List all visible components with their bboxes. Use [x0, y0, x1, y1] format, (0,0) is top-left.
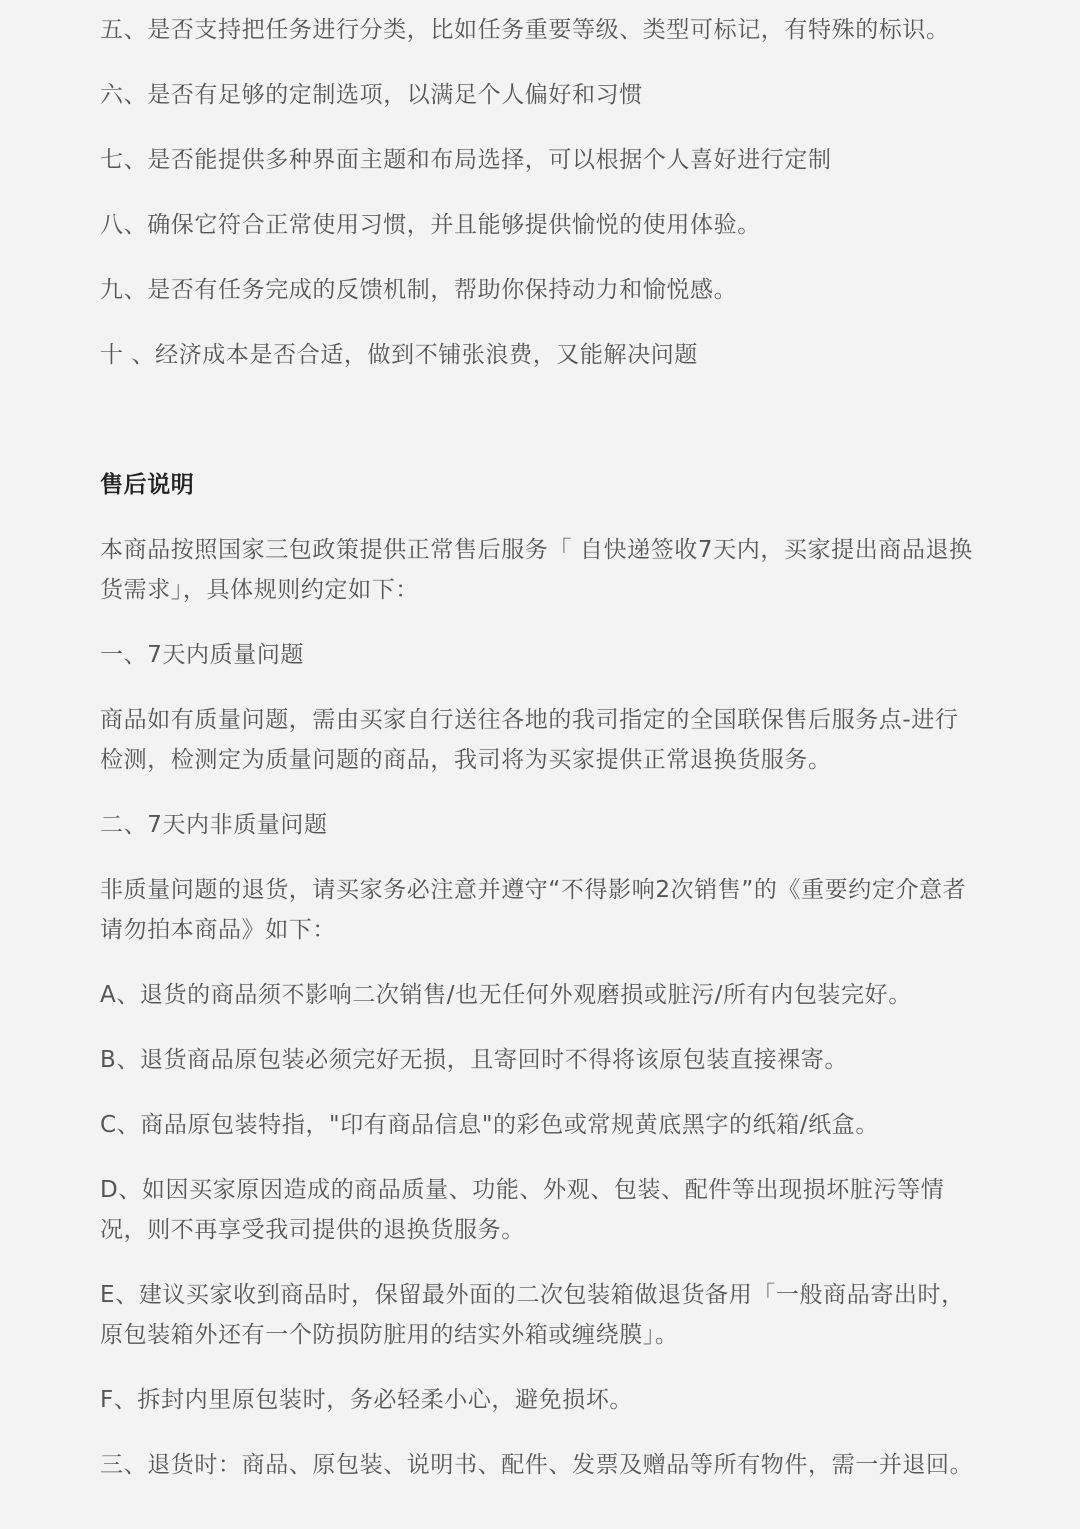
- rule-b: B、退货商品原包装必须完好无损，且寄回时不得将该原包装直接裸寄。: [100, 1047, 848, 1073]
- section-2-body: 非质量问题的退货，请买家务必注意并遵守“不得影响2次销售”的《重要约定介意者请勿拍本商品》如下：: [100, 877, 967, 943]
- section-1-heading: 一、7天内质量问题: [100, 642, 305, 668]
- section-2-heading: 二、7天内非质量问题: [100, 812, 328, 838]
- criterion-5: 五、是否支持把任务进行分类，比如任务重要等级、类型可标记，有特殊的标识。: [100, 17, 950, 43]
- rule-c: C、商品原包装特指，"印有商品信息"的彩色或常规黄底黑字的纸箱/纸盒。: [100, 1112, 879, 1138]
- rule-f: F、拆封内里原包装时，务必轻柔小心，避免损坏。: [100, 1387, 634, 1413]
- criterion-7: 七、是否能提供多种界面主题和布局选择，可以根据个人喜好进行定制: [100, 147, 832, 173]
- rule-a: A、退货的商品须不影响二次销售/也无任何外观磨损或脏污/所有内包装完好。: [100, 982, 912, 1008]
- section-3: 三、退货时：商品、原包装、说明书、配件、发票及赠品等所有物件，需一并退回。: [100, 1452, 974, 1478]
- after-sales-title: 售后说明: [100, 472, 195, 498]
- rule-e: E、建议买家收到商品时，保留最外面的二次包装箱做退货备用「一般商品寄出时，原包装箱外还有一个防损防脏用的结实外箱或缠绕膜」。: [100, 1282, 965, 1348]
- criterion-10: 十 、经济成本是否合适，做到不铺张浪费，又能解决问题: [100, 342, 698, 368]
- section-1-body: 商品如有质量问题，需由买家自行送往各地的我司指定的全国联保售后服务点-进行检测，检测定为质量问题的商品，我司将为买家提供正常退换货服务。: [100, 707, 959, 773]
- rule-d: D、如因买家原因造成的商品质量、功能、外观、包装、配件等出现损坏脏污等情况，则不再享受我司提供的退换货服务。: [100, 1177, 945, 1243]
- criterion-6: 六、是否有足够的定制选项，以满足个人偏好和习惯: [100, 82, 643, 108]
- after-sales-intro: 本商品按照国家三包政策提供正常售后服务「 自快递签收7天内，买家提出商品退换货需求」，具体规则约定如下：: [100, 537, 973, 603]
- criterion-8: 八、确保它符合正常使用习惯，并且能够提供愉悦的使用体验。: [100, 212, 761, 238]
- criterion-9: 九、是否有任务完成的反馈机制，帮助你保持动力和愉悦感。: [100, 277, 738, 303]
